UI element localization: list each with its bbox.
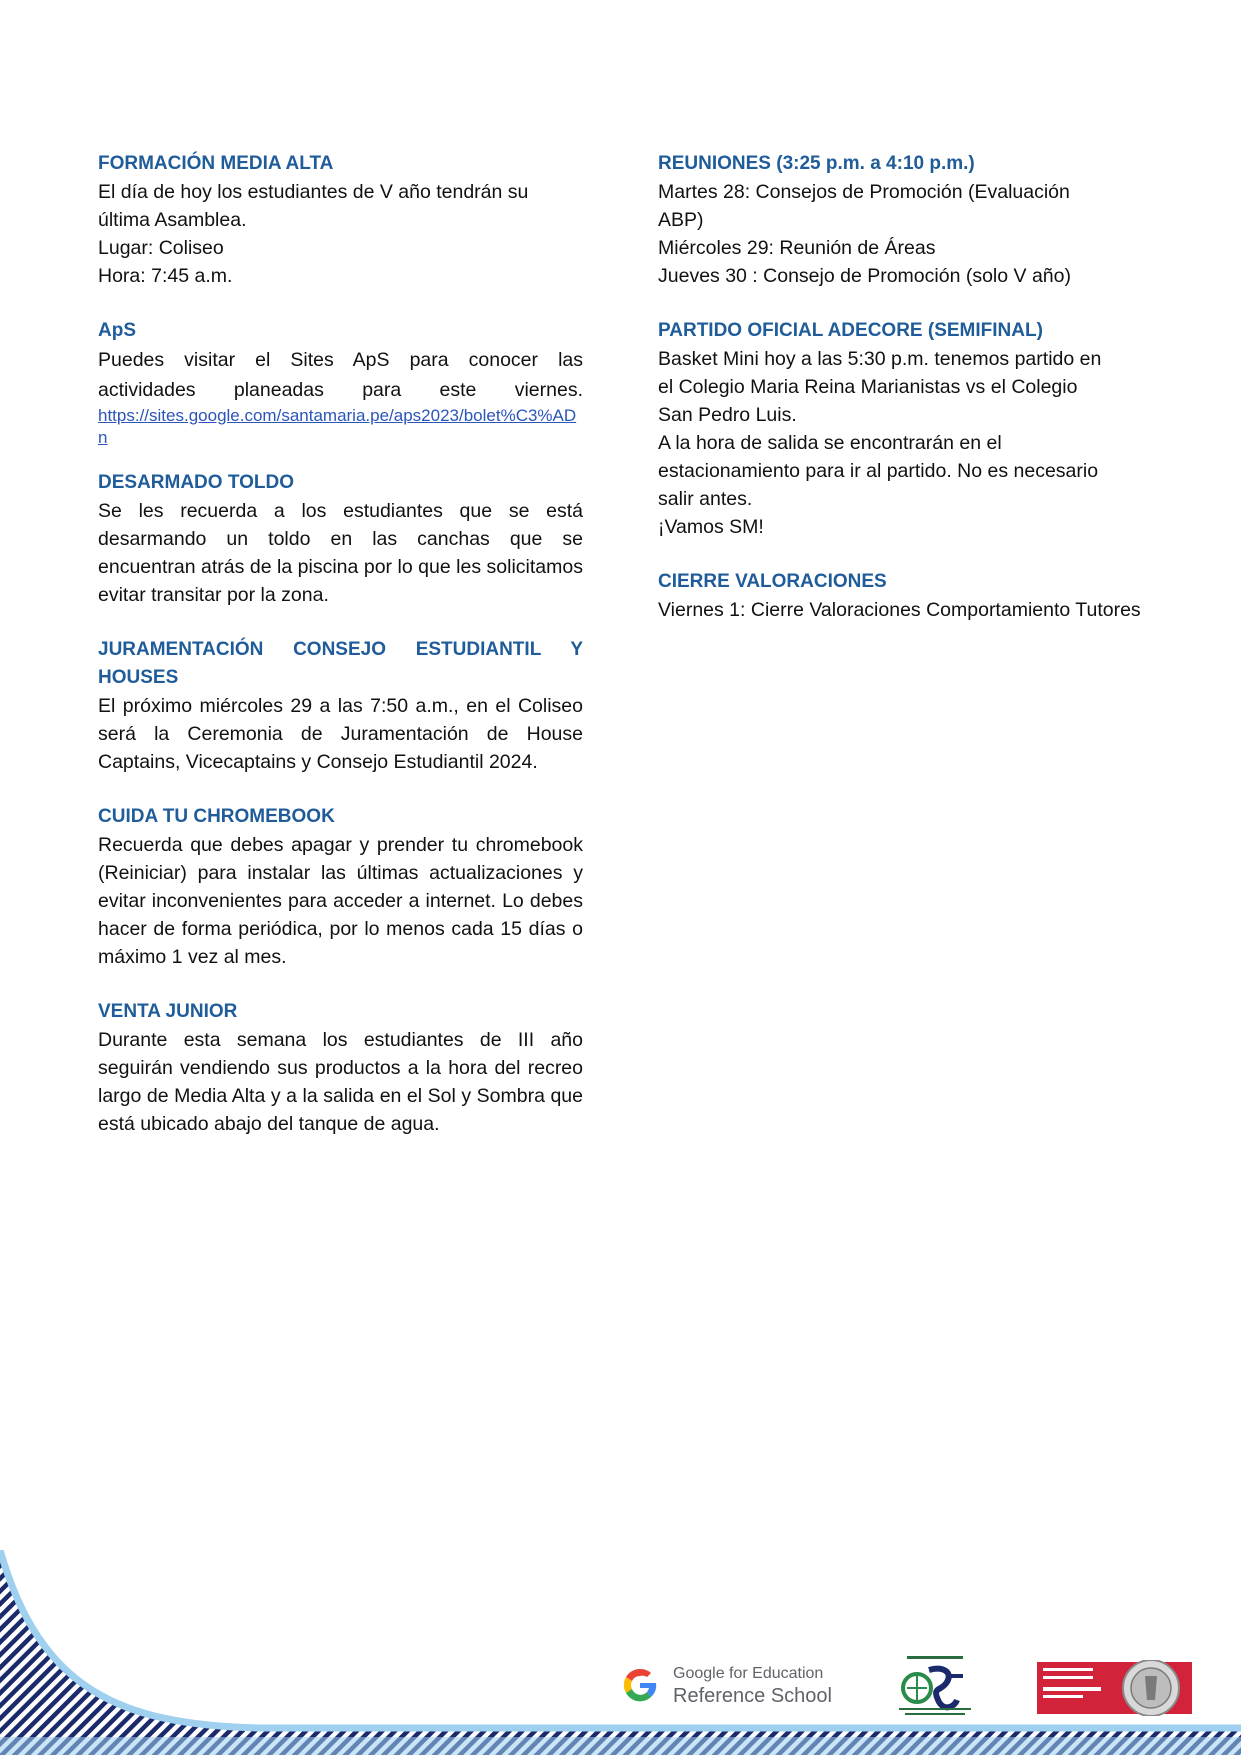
body-line: estacionamiento para ir al partido. No es necesario (658, 460, 1099, 482)
section-cierre (658, 568, 1143, 624)
bureau-veritas-logo (1037, 1660, 1192, 1716)
body-line: ABP) (658, 209, 704, 231)
section-reuniones (658, 150, 1143, 290)
section-title: REUNIONES (3:25 p.m. a 4:10 p.m.) (658, 153, 975, 174)
section-body (98, 178, 583, 290)
section-title: CIERRE VALORACIONES (658, 571, 887, 592)
body-line: Jueves 30 : Consejo de Promoción (solo V año) (658, 265, 1071, 287)
section-title: JURAMENTACIÓN CONSEJO ESTUDIANTIL Y HOUSES (98, 639, 583, 688)
body-line: el Colegio Maria Reina Marianistas vs el Colegio (658, 376, 1078, 398)
section-body: Viernes 1: Cierre Valoraciones Comportamiento Tutores (658, 599, 1141, 621)
section-formacion (98, 150, 583, 290)
body-line: Miércoles 29: Reunión de Áreas (658, 237, 936, 259)
section-title: ApS (98, 320, 136, 341)
google-text (673, 1663, 832, 1707)
section-title: FORMACIÓN MEDIA ALTA (98, 153, 334, 174)
body-line: ¡Vamos SM! (658, 516, 764, 538)
footer-wave (0, 1550, 1241, 1755)
body-line: Basket Mini hoy a las 5:30 p.m. tenemos partido en (658, 348, 1102, 370)
body-line: A la hora de salida se encontrarán en el (658, 432, 1002, 454)
section-body (658, 178, 1143, 290)
google-g-icon (620, 1665, 660, 1705)
section-body: El próximo miércoles 29 a las 7:50 a.m., en el Coliseo será la Ceremonia de Juramentación de House Captains, Vicecaptains y Consejo Estudiantil 2024. (98, 695, 583, 773)
google-line2: Reference School (673, 1685, 832, 1707)
section-body: Se les recuerda a los estudiantes que se está desarmando un toldo en las canchas que se encuentran atrás de la piscina por lo que les solicitamos evitar transitar por la zona. (98, 500, 583, 606)
section-chromebook (98, 803, 583, 971)
wave-base (0, 1737, 1241, 1755)
section-body (658, 345, 1143, 541)
body-line: última Asamblea. (98, 209, 247, 231)
body-line: Hora: 7:45 a.m. (98, 265, 233, 287)
aps-link[interactable]: https://sites.google.com/santamaria.pe/aps2023/bolet%C3%ADn (98, 406, 577, 447)
body-line: San Pedro Luis. (658, 404, 797, 426)
google-line1: Google for Education (673, 1665, 824, 1682)
right-column (658, 150, 1143, 651)
section-title: CUIDA TU CHROMEBOOK (98, 806, 335, 827)
google-reference-school-logo (620, 1662, 832, 1708)
section-title: PARTIDO OFICIAL ADECORE (SEMIFINAL) (658, 320, 1043, 341)
section-toldo (98, 469, 583, 609)
section-aps (98, 317, 583, 449)
sm-school-logo (895, 1656, 975, 1718)
section-body: Puedes visitar el Sites ApS para conocer las actividades planeadas para este viernes. (98, 349, 583, 401)
body-line: El día de hoy los estudiantes de V año tendrán su (98, 181, 529, 203)
section-title: VENTA JUNIOR (98, 1001, 238, 1022)
section-body: Recuerda que debes apagar y prender tu chromebook (Reiniciar) para instalar las últimas actualizaciones y evitar inconvenientes para acceder a internet. Lo debes hacer de forma periódica, por lo menos cada 15 días o máximo 1 vez al mes. (98, 834, 583, 968)
section-body: Durante esta semana los estudiantes de III año seguirán vendiendo sus productos a la hora del recreo largo de Media Alta y a la salida en el Sol y Sombra que está ubicado abajo del tanque de agua. (98, 1029, 583, 1135)
left-column (98, 150, 583, 1165)
section-title: DESARMADO TOLDO (98, 472, 294, 493)
body-line: Martes 28: Consejos de Promoción (Evaluación (658, 181, 1070, 203)
body-line: salir antes. (658, 488, 753, 510)
body-line: Lugar: Coliseo (98, 237, 224, 259)
section-venta (98, 998, 583, 1138)
section-juramentacion (98, 636, 583, 776)
section-partido (658, 317, 1143, 541)
